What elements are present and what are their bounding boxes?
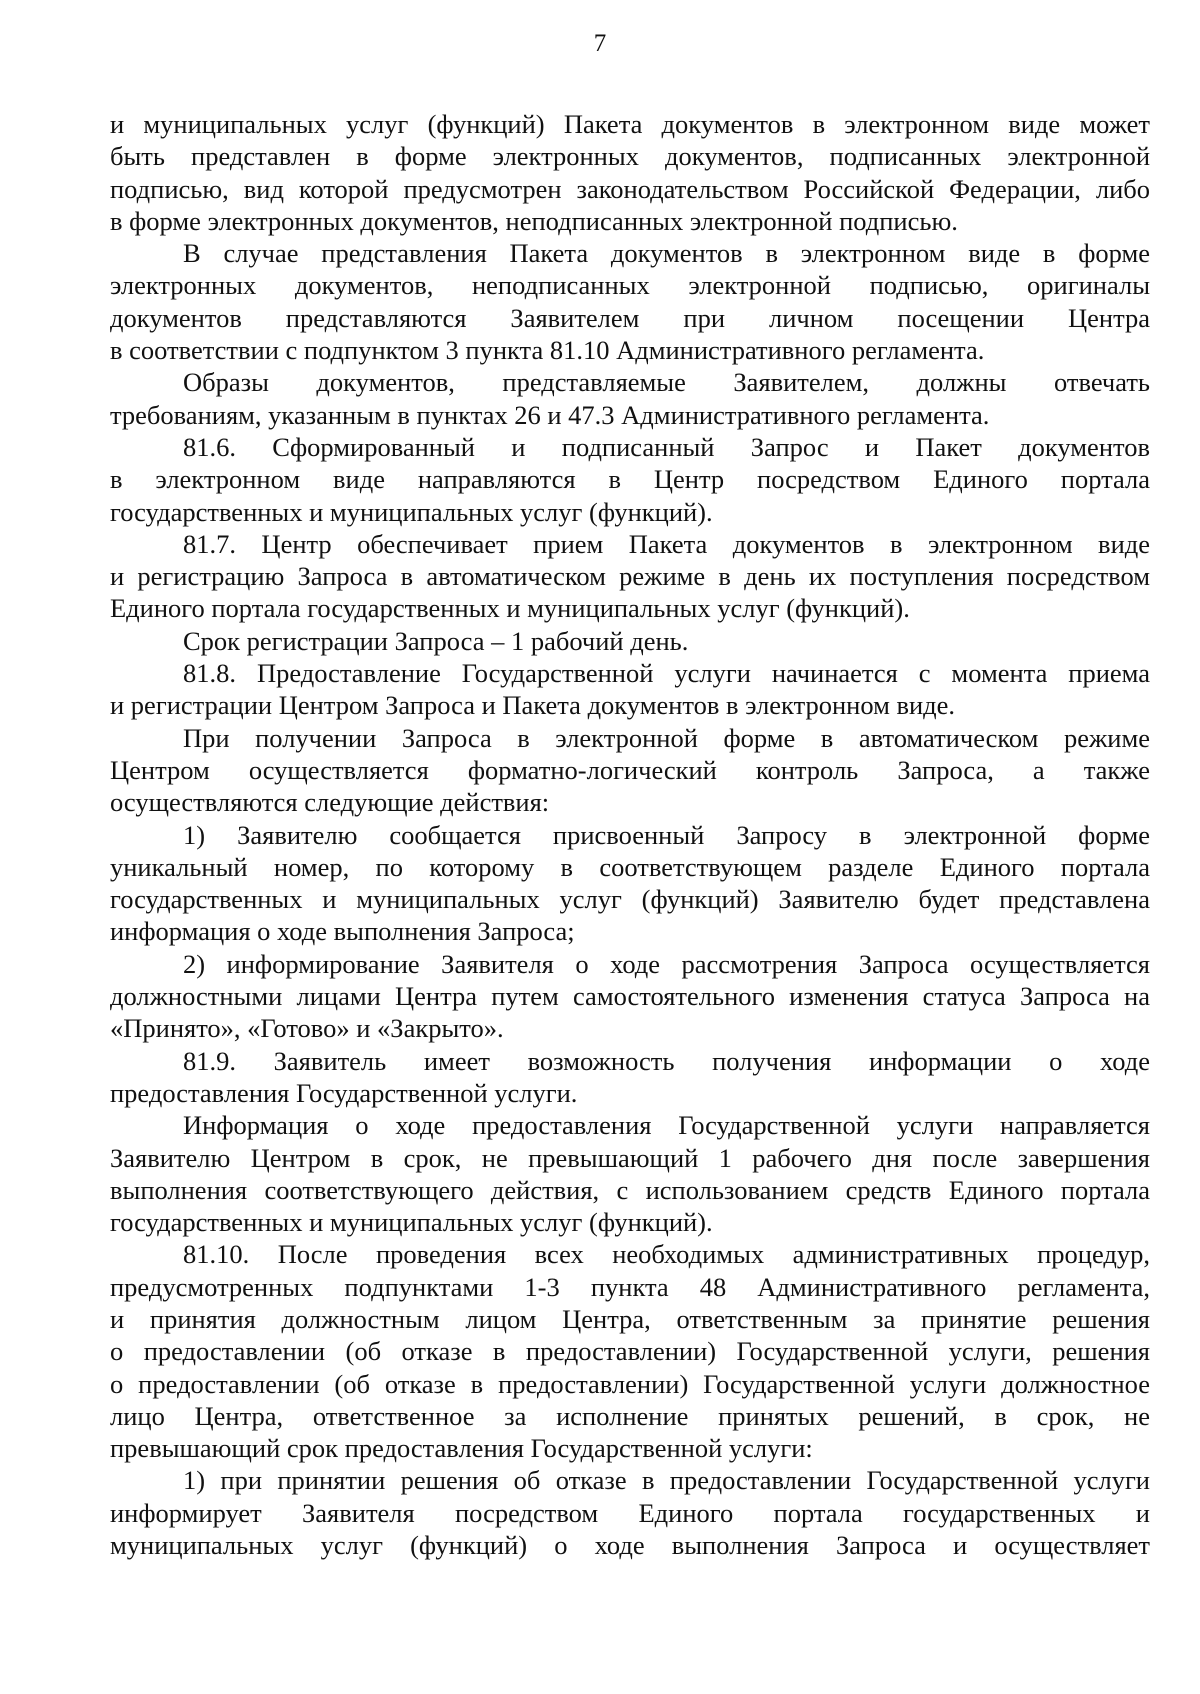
page-number: 7 bbox=[593, 30, 607, 57]
text-line: выполнения соответствующего действия, с использованием средств Единого портала bbox=[110, 1174, 1150, 1205]
text-line: уникальный номер, по которому в соответствующем разделе Единого портала bbox=[110, 851, 1150, 882]
text-line: В случае представления Пакета документов в электронном виде в форме bbox=[183, 238, 1150, 269]
text-line: документов представляются Заявителем при личном посещении Центра bbox=[110, 302, 1150, 333]
text-line: Срок регистрации Запроса – 1 рабочий день. bbox=[183, 625, 689, 656]
text-line: «Принято», «Готово» и «Закрыто». bbox=[110, 1013, 504, 1044]
text-line: о предоставлении (об отказе в предоставлении) Государственной услуги, решения bbox=[110, 1336, 1150, 1367]
text-line: Центром осуществляется форматно-логический контроль Запроса, а также bbox=[110, 754, 1150, 785]
text-line: информирует Заявителя посредством Единого портала государственных и bbox=[110, 1497, 1150, 1528]
text-line: осуществляются следующие действия: bbox=[110, 787, 550, 818]
text-line: Единого портала государственных и муниципальных услуг (функций). bbox=[110, 593, 910, 624]
text-line: в соответствии с подпунктом 3 пункта 81.10 Административного регламента. bbox=[110, 335, 985, 366]
text-line: в форме электронных документов, неподписанных электронной подписью. bbox=[110, 205, 958, 236]
text-line: предусмотренных подпунктами 1-3 пункта 48 Административного регламента, bbox=[110, 1271, 1150, 1302]
text-line: 81.9. Заявитель имеет возможность получения информации о ходе bbox=[183, 1045, 1150, 1076]
text-line: предоставления Государственной услуги. bbox=[110, 1077, 578, 1108]
text-line: муниципальных услуг (функций) о ходе выполнения Запроса и осуществляет bbox=[110, 1530, 1150, 1561]
text-line: Заявителю Центром в срок, не превышающий 1 рабочего дня после завершения bbox=[110, 1142, 1150, 1173]
text-line: 81.10. После проведения всех необходимых административных процедур, bbox=[183, 1239, 1150, 1270]
text-line: 81.7. Центр обеспечивает прием Пакета документов в электронном виде bbox=[183, 528, 1150, 559]
text-line: государственных и муниципальных услуг (функций). bbox=[110, 1207, 713, 1238]
text-line: 81.6. Сформированный и подписанный Запрос и Пакет документов bbox=[183, 431, 1150, 462]
text-line: и регистрации Центром Запроса и Пакета документов в электронном виде. bbox=[110, 690, 956, 721]
text-line: в электронном виде направляются в Центр посредством Единого портала bbox=[110, 464, 1150, 495]
text-line: Информация о ходе предоставления Государственной услуги направляется bbox=[183, 1110, 1150, 1141]
text-line: превышающий срок предоставления Государственной услуги: bbox=[110, 1433, 813, 1464]
text-line: должностными лицами Центра путем самостоятельного изменения статуса Запроса на bbox=[110, 981, 1150, 1012]
text-line: требованиям, указанным в пунктах 26 и 47.3 Административного регламента. bbox=[110, 399, 990, 430]
text-line: подписью, вид которой предусмотрен законодательством Российской Федерации, либо bbox=[110, 173, 1150, 204]
text-line: о предоставлении (об отказе в предоставлении) Государственной услуги должностное bbox=[110, 1368, 1150, 1399]
text-line: и регистрацию Запроса в автоматическом режиме в день их поступления посредством bbox=[110, 561, 1150, 592]
text-line: 1) Заявителю сообщается присвоенный Запросу в электронной форме bbox=[183, 819, 1150, 850]
text-line: 2) информирование Заявителя о ходе рассмотрения Запроса осуществляется bbox=[183, 948, 1150, 979]
text-line: 81.8. Предоставление Государственной услуги начинается с момента приема bbox=[183, 658, 1150, 689]
text-line: государственных и муниципальных услуг (функций) Заявителю будет представлена bbox=[110, 884, 1150, 915]
text-line: При получении Запроса в электронной форме в автоматическом режиме bbox=[183, 722, 1150, 753]
text-line: Образы документов, представляемые Заявителем, должны отвечать bbox=[183, 367, 1150, 398]
document-body bbox=[110, 108, 1150, 1561]
text-line: электронных документов, неподписанных электронной подписью, оригиналы bbox=[110, 270, 1150, 301]
text-line: лицо Центра, ответственное за исполнение принятых решений, в срок, не bbox=[110, 1400, 1150, 1431]
text-line: 1) при принятии решения об отказе в предоставлении Государственной услуги bbox=[183, 1465, 1150, 1496]
text-line: информация о ходе выполнения Запроса; bbox=[110, 916, 575, 947]
text-line: и принятия должностным лицом Центра, ответственным за принятие решения bbox=[110, 1303, 1150, 1334]
text-line: и муниципальных услуг (функций) Пакета документов в электронном виде может bbox=[110, 109, 1150, 139]
text-line: быть представлен в форме электронных документов, подписанных электронной bbox=[110, 141, 1150, 172]
text-line: государственных и муниципальных услуг (функций). bbox=[110, 496, 713, 527]
